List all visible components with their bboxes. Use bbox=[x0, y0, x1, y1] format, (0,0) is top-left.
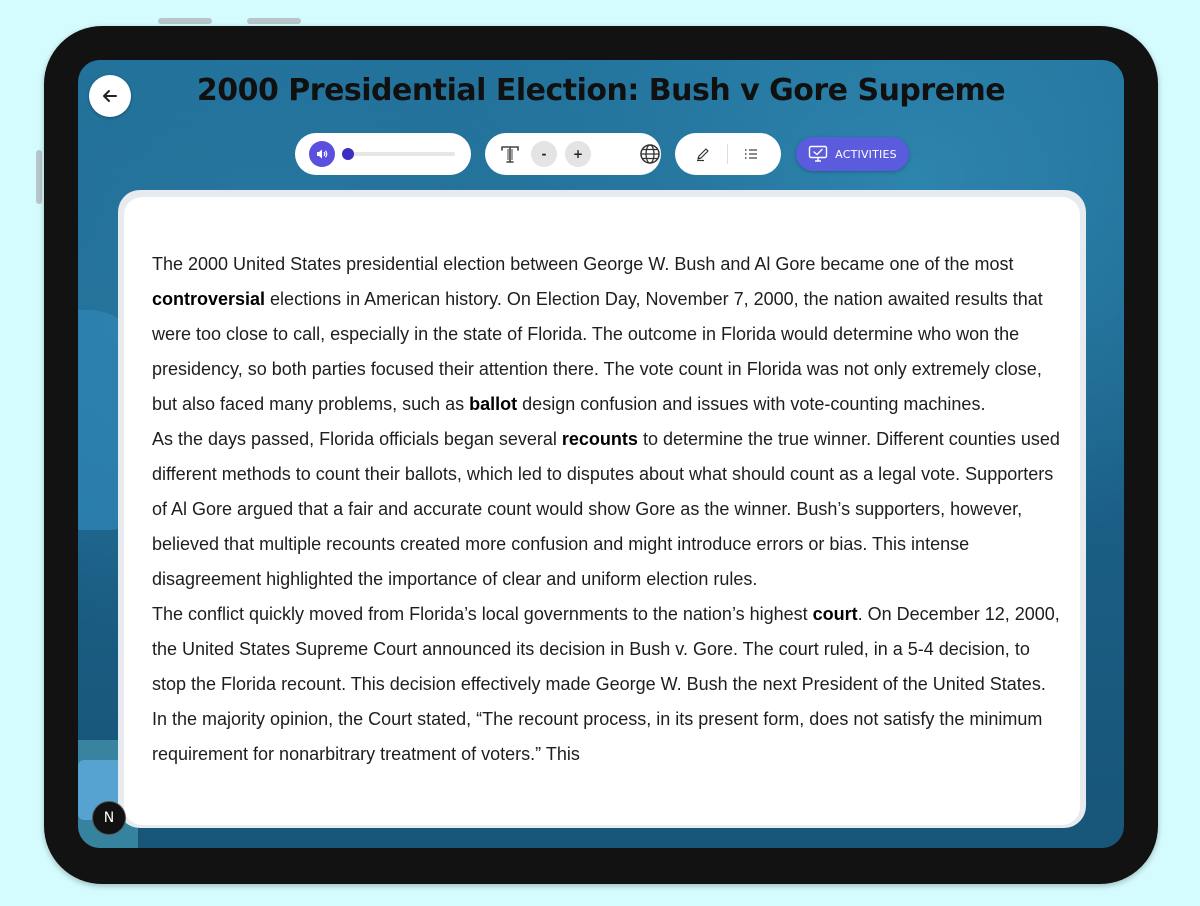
outline-button[interactable] bbox=[744, 147, 758, 161]
text-font-icon bbox=[499, 142, 523, 166]
article-body bbox=[152, 247, 1062, 772]
translate-button[interactable] bbox=[639, 143, 661, 165]
tablet-screen bbox=[78, 60, 1124, 848]
article-paragraph bbox=[152, 597, 1062, 772]
font-increase-button[interactable]: + bbox=[565, 141, 591, 167]
page-title: 2000 Presidential Election: Bush v Gore Supreme bbox=[196, 73, 1006, 108]
toolbar-divider bbox=[727, 144, 728, 164]
volume-down-hardware-button bbox=[247, 18, 301, 24]
power-hardware-button bbox=[36, 150, 42, 204]
reading-card[interactable] bbox=[124, 197, 1080, 825]
article-paragraph bbox=[152, 422, 1062, 597]
vocabulary-term[interactable]: controversial bbox=[152, 289, 266, 309]
arrow-left-icon bbox=[100, 86, 120, 106]
next-dev-badge[interactable]: N bbox=[92, 801, 126, 835]
annotation-toolbar bbox=[675, 133, 781, 175]
highlight-button[interactable] bbox=[695, 146, 711, 162]
paragraph-text: As the days passed, Florida officials began several bbox=[152, 429, 562, 449]
back-button[interactable] bbox=[89, 75, 131, 117]
paragraph-text: . On December 12, 2000, the United States Supreme Court announced its decision in Bush v. Gore. The court ruled, in a 5-4 decision, to stop the Florida recount. This decision effectively made George W. Bush the next President of the United States. In the majority opinion, the Court stated, “The recount process, in its present form, does not satisfy the minimum requirement for nonarbitrary treatment of voters.” This bbox=[152, 604, 1060, 764]
activities-label: ACTIVITIES bbox=[835, 147, 897, 161]
list-icon bbox=[744, 147, 758, 161]
pencil-icon bbox=[695, 146, 711, 162]
paragraph-text: The 2000 United States presidential election between George W. Bush and Al Gore became one of the most bbox=[152, 254, 1014, 274]
audio-progress-slider[interactable] bbox=[345, 152, 455, 156]
vocabulary-term[interactable]: court bbox=[812, 604, 858, 624]
paragraph-text: The conflict quickly moved from Florida’s local governments to the nation’s highest bbox=[152, 604, 813, 624]
audio-play-button[interactable] bbox=[309, 141, 335, 167]
volume-up-hardware-button bbox=[158, 18, 212, 24]
vocabulary-term[interactable]: ballot bbox=[469, 394, 518, 414]
audio-progress-handle[interactable] bbox=[342, 148, 354, 160]
presentation-icon bbox=[808, 145, 828, 163]
activities-button[interactable] bbox=[796, 137, 909, 171]
font-style-button[interactable] bbox=[499, 142, 523, 166]
paragraph-text: elections in American history. On Election Day, November 7, 2000, the nation awaited results that were too close to call, especially in the state of Florida. The outcome in Florida would determine who won the presidency, so both parties focused their attention there. The vote count in Florida was not only extremely close, but also faced many problems, such as bbox=[152, 289, 1043, 414]
paragraph-text: design confusion and issues with vote-counting machines. bbox=[517, 394, 986, 414]
text-settings-toolbar bbox=[485, 133, 661, 175]
article-paragraph bbox=[152, 247, 1062, 422]
paragraph-text: to determine the true winner. Different counties used different methods to count their ballots, which led to disputes about what should count as a legal vote. Supporters of Al Gore argued that a fair and accurate count would show Gore as the winner. Bush’s supporters, however, believed that multiple recounts created more confusion and might introduce errors or bias. This intense disagreement highlighted the importance of clear and uniform election rules. bbox=[152, 429, 1060, 589]
globe-icon bbox=[639, 143, 661, 165]
vocabulary-term[interactable]: recounts bbox=[561, 429, 638, 449]
speaker-icon bbox=[315, 147, 329, 161]
audio-player bbox=[295, 133, 471, 175]
font-decrease-button[interactable]: - bbox=[531, 141, 557, 167]
